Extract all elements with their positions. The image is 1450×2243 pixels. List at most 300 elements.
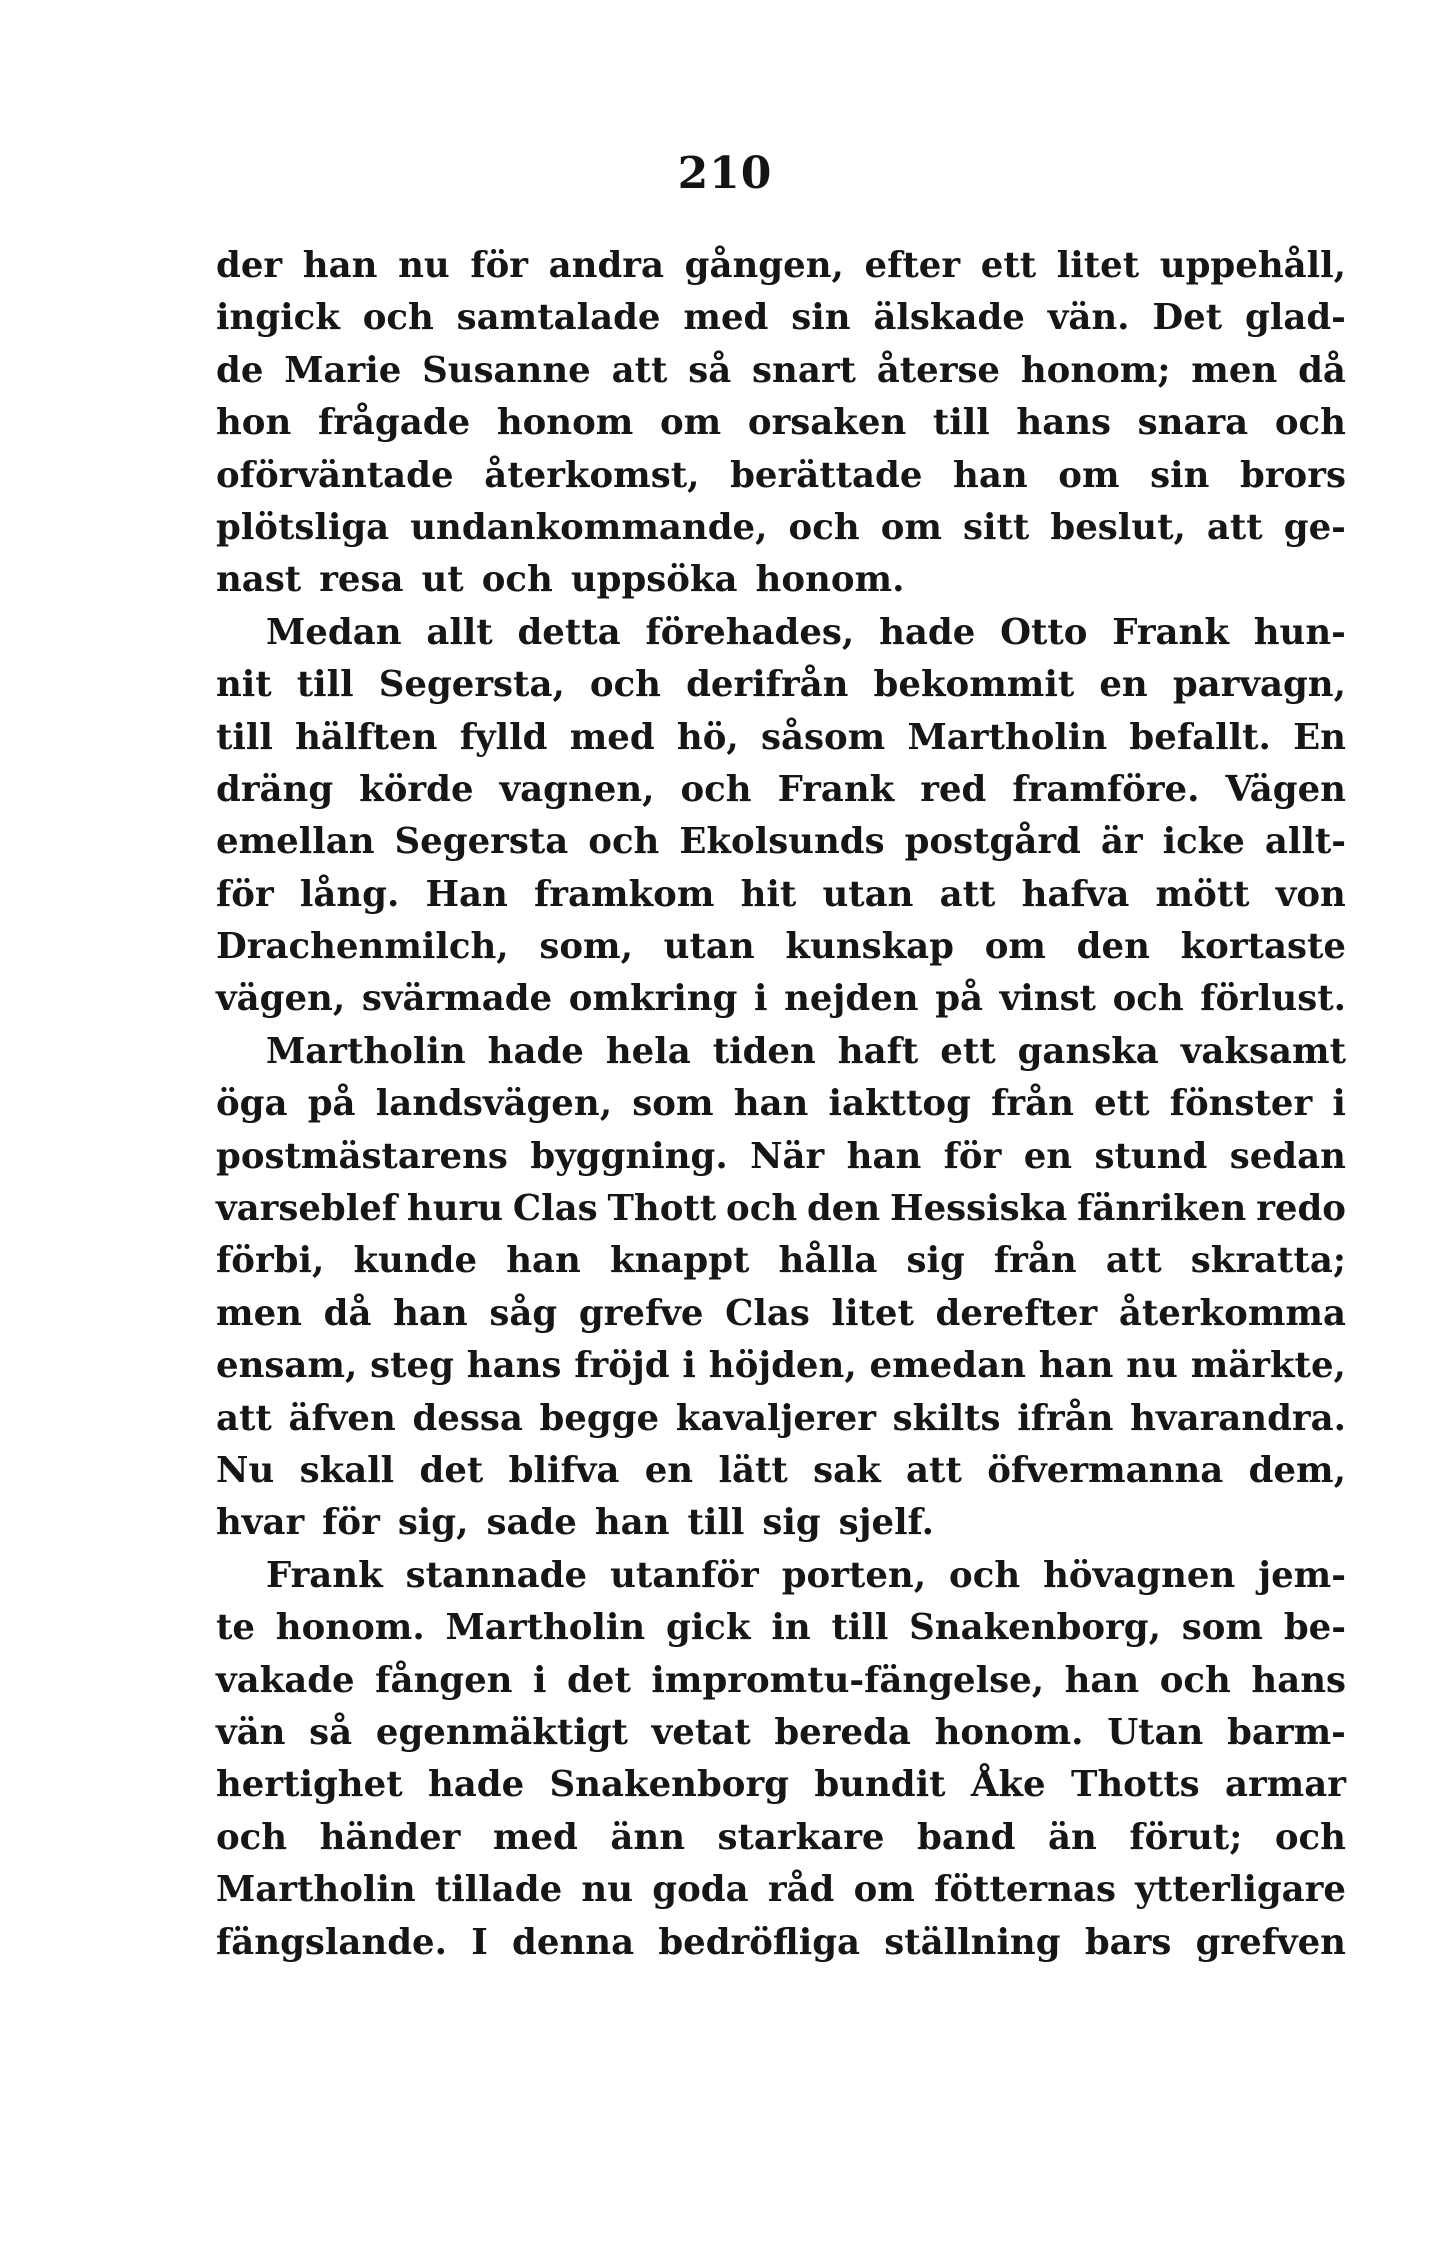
word: nu — [1126, 1345, 1178, 1387]
word: redo — [1256, 1188, 1346, 1230]
word: hade — [879, 611, 976, 653]
word: egenmäktigt — [375, 1711, 628, 1753]
word: honom; — [1020, 349, 1171, 391]
word: och — [1274, 1816, 1346, 1858]
word: denna — [512, 1921, 635, 1963]
word: be- — [1283, 1607, 1346, 1649]
word: hålla — [778, 1240, 878, 1282]
word: på — [935, 978, 984, 1020]
text-line — [216, 607, 1346, 659]
word: Thotts — [1070, 1764, 1200, 1806]
word: än — [1048, 1816, 1097, 1858]
word: märkte, — [1190, 1345, 1346, 1387]
word: och — [481, 559, 553, 601]
word: om — [880, 506, 942, 548]
word: och — [726, 1188, 798, 1230]
word: öfvermanna — [987, 1449, 1224, 1491]
word: förehades, — [645, 611, 855, 653]
word: sedan — [1229, 1135, 1346, 1177]
word: och — [680, 768, 752, 810]
word: postmästarens — [216, 1135, 508, 1177]
word: och — [949, 1554, 1021, 1596]
word: men — [1191, 349, 1278, 391]
word: körde — [359, 768, 474, 810]
word: ifrån — [1017, 1397, 1114, 1439]
word: andra — [548, 245, 664, 286]
word: bundit — [814, 1764, 946, 1806]
word: band — [917, 1816, 1016, 1858]
word: att — [216, 1397, 272, 1439]
word: varseblef — [216, 1188, 398, 1230]
word: När — [750, 1135, 825, 1177]
word: vakade — [216, 1659, 355, 1701]
word: Medan — [266, 611, 402, 653]
word: Marie — [284, 349, 402, 391]
word: hvar — [216, 1502, 305, 1544]
word: icke — [1162, 821, 1245, 863]
word: till — [296, 664, 354, 706]
word: nu — [398, 245, 450, 286]
text-line — [216, 1445, 1346, 1497]
word: stannade — [405, 1554, 588, 1596]
word: allt- — [1264, 821, 1346, 863]
text-line — [216, 1393, 1346, 1445]
word: undankommande, — [410, 506, 768, 548]
text-line — [216, 921, 1346, 973]
word: gången, — [684, 245, 844, 286]
word: framkom — [534, 873, 715, 915]
word: Clas — [725, 1292, 810, 1334]
text-line — [216, 1707, 1346, 1759]
word: förlust. — [1200, 978, 1346, 1020]
text-line — [216, 1497, 1346, 1549]
word: för — [470, 245, 528, 286]
text-line — [216, 869, 1346, 921]
word: iakttog — [828, 1083, 971, 1125]
text-line — [216, 1759, 1346, 1811]
word: honom. — [934, 1711, 1084, 1753]
word: sade — [486, 1502, 577, 1544]
word: Drachenmilch, — [216, 926, 509, 968]
word: dräng — [216, 768, 334, 810]
word: han — [733, 1083, 809, 1125]
word: vinst — [999, 978, 1096, 1020]
word: mött — [1155, 873, 1250, 915]
word: äfven — [288, 1397, 396, 1439]
word: hans — [1251, 1659, 1346, 1701]
word: frågade — [317, 402, 471, 444]
word: snart — [752, 349, 856, 391]
word: fängslande. — [216, 1921, 447, 1963]
text-line — [216, 659, 1346, 711]
word: att — [1206, 506, 1263, 548]
word: det — [419, 1449, 484, 1491]
word: och — [362, 297, 434, 339]
word: I — [471, 1921, 488, 1963]
word: i — [682, 1345, 696, 1387]
body-text — [216, 240, 1346, 1969]
word: om — [984, 926, 1046, 968]
text-line — [216, 1602, 1346, 1654]
word: han — [1038, 1345, 1114, 1387]
text-line — [216, 712, 1346, 764]
word: starkare — [717, 1816, 885, 1858]
text-line — [216, 240, 1346, 292]
word: landsvägen, — [375, 1083, 613, 1125]
word: kavaljerer — [675, 1397, 876, 1439]
word: ensam, — [216, 1345, 358, 1387]
word: men — [216, 1292, 302, 1334]
word: stund — [1094, 1135, 1208, 1177]
text-line — [216, 1288, 1346, 1340]
word: i — [754, 978, 768, 1020]
word: Martholin — [216, 1869, 416, 1911]
word: fröjd — [574, 1345, 670, 1387]
text-line — [216, 450, 1346, 502]
word: fylld — [459, 716, 548, 758]
word: det — [567, 1659, 631, 1701]
word: bedröfliga — [658, 1921, 861, 1963]
word: litet — [1056, 245, 1140, 286]
word: ett — [1094, 1083, 1150, 1125]
word: Frank — [777, 768, 895, 810]
word: vägen, — [216, 978, 346, 1020]
text-line — [216, 1235, 1346, 1287]
word: sin — [1150, 454, 1210, 496]
word: ytterligare — [1135, 1869, 1346, 1911]
word: som — [632, 1083, 714, 1125]
word: tillade — [434, 1869, 563, 1911]
word: Segersta — [394, 821, 569, 863]
word: kortaste — [1180, 926, 1346, 968]
word: den — [1076, 926, 1150, 968]
word: blifva — [508, 1449, 620, 1491]
word: då — [1298, 349, 1346, 391]
word: goda — [652, 1869, 749, 1911]
word: då — [323, 1292, 372, 1334]
word: brors — [1240, 454, 1346, 496]
word: plötsliga — [216, 506, 390, 548]
word: han — [953, 454, 1028, 496]
word: till — [932, 402, 990, 444]
word: utanför — [610, 1554, 759, 1596]
word: derefter — [935, 1292, 1098, 1334]
text-line — [216, 1183, 1346, 1235]
word: vagnen, — [499, 768, 655, 810]
word: vaksamt — [1180, 1030, 1346, 1072]
word: Utan — [1107, 1711, 1204, 1753]
word: lätt — [718, 1449, 788, 1491]
text-line — [216, 1812, 1346, 1864]
word: från — [993, 1240, 1077, 1282]
word: ett — [980, 245, 1037, 286]
page-number: 210 — [677, 148, 773, 199]
word: hit — [740, 873, 797, 915]
word: att — [1105, 1240, 1162, 1282]
word: Det — [1152, 297, 1223, 339]
word: Segersta, — [378, 664, 565, 706]
word: i — [1332, 1083, 1346, 1125]
text-line — [216, 502, 1346, 554]
word: som — [1181, 1607, 1263, 1649]
word: sak — [813, 1449, 881, 1491]
word: uppehåll, — [1159, 245, 1346, 286]
word: knappt — [609, 1240, 750, 1282]
word: grefven — [1195, 1921, 1346, 1963]
word: öga — [216, 1083, 288, 1125]
word: till — [831, 1607, 889, 1649]
word: allt — [426, 611, 493, 653]
word: svärmade — [361, 978, 553, 1020]
word: hon — [216, 402, 292, 444]
word: återkomma — [1118, 1292, 1346, 1334]
text-line — [216, 554, 1346, 606]
word: resa — [319, 559, 404, 601]
word: en — [644, 1449, 694, 1491]
word: hade — [487, 1030, 584, 1072]
word: bekommit — [873, 664, 1075, 706]
word: och — [1112, 978, 1184, 1020]
word: orsaken — [747, 402, 907, 444]
word: begge — [539, 1397, 660, 1439]
word: glad- — [1245, 297, 1346, 339]
word: och — [588, 821, 660, 863]
word: hans — [1016, 402, 1112, 444]
word: till — [216, 716, 273, 758]
word: hun- — [1253, 611, 1346, 653]
word: hertighet — [216, 1764, 403, 1806]
word: befallt. — [1129, 716, 1271, 758]
word: är — [1100, 821, 1143, 863]
word: Martholin — [907, 716, 1108, 758]
word: postgård — [904, 821, 1081, 863]
word: sig, — [397, 1502, 469, 1544]
word: med — [569, 716, 655, 758]
word: parvagn, — [1172, 664, 1346, 706]
word: oförväntade — [216, 454, 454, 496]
word: den — [806, 1188, 881, 1230]
word: honom. — [275, 1607, 425, 1649]
word: nit — [216, 664, 272, 706]
word: som, — [539, 926, 633, 968]
word: för — [943, 1135, 1002, 1177]
word: framföre. — [1012, 768, 1200, 810]
word: han — [302, 245, 378, 286]
word: efter — [864, 245, 961, 286]
word: snara — [1137, 402, 1249, 444]
word: hafva — [1021, 873, 1130, 915]
word: ett — [940, 1030, 996, 1072]
word: och — [1274, 402, 1346, 444]
word: förbi, — [216, 1240, 325, 1282]
word: tiden — [712, 1030, 816, 1072]
word: fången — [375, 1659, 513, 1701]
word: Nu — [216, 1449, 275, 1491]
word: nejden — [784, 978, 919, 1020]
word: bars — [1084, 1921, 1172, 1963]
word: ganska — [1017, 1030, 1159, 1072]
word: ställning — [884, 1921, 1061, 1963]
word: honom — [496, 402, 634, 444]
word: impromtu-fängelse, — [651, 1659, 1045, 1701]
word: uppsöka — [570, 559, 738, 601]
word: älskade — [873, 297, 1025, 339]
word: derifrån — [686, 664, 849, 706]
word: detta — [517, 611, 621, 653]
word: armar — [1224, 1764, 1346, 1806]
text-line — [216, 1078, 1346, 1130]
word: på — [307, 1083, 356, 1125]
word: sig — [906, 1240, 965, 1282]
word: han — [393, 1292, 468, 1334]
word: in — [771, 1607, 811, 1649]
word: och — [1159, 1659, 1231, 1701]
word: En — [1293, 716, 1346, 758]
word: fötternas — [934, 1869, 1116, 1911]
word: Snakenborg, — [909, 1607, 1161, 1649]
word: änn — [610, 1816, 686, 1858]
word: händer — [319, 1816, 461, 1858]
word: en — [1023, 1135, 1073, 1177]
text-line — [216, 764, 1346, 816]
word: Clas — [512, 1188, 598, 1230]
word: om — [1058, 454, 1120, 496]
word: Hessiska — [890, 1188, 1068, 1230]
word: vetat — [651, 1711, 751, 1753]
word: återkomst, — [484, 454, 700, 496]
word: de — [216, 349, 264, 391]
word: i — [533, 1659, 547, 1701]
word: han — [506, 1240, 581, 1282]
word: dem, — [1248, 1449, 1346, 1491]
word: sjelf. — [838, 1502, 934, 1544]
word: att — [906, 1449, 962, 1491]
word: nast — [216, 559, 302, 601]
word: ut — [421, 559, 464, 601]
word: omkring — [568, 978, 738, 1020]
word: Martholin — [445, 1607, 646, 1649]
word: byggning. — [530, 1135, 728, 1177]
word: och — [788, 506, 860, 548]
word: vän — [216, 1711, 286, 1753]
word: von — [1275, 873, 1346, 915]
word: skilts — [892, 1397, 1001, 1439]
word: ge- — [1283, 506, 1346, 548]
word: ingick — [216, 297, 340, 339]
word: att — [611, 349, 668, 391]
word: höjden, — [708, 1345, 857, 1387]
text-line — [216, 1550, 1346, 1602]
word: lång. — [299, 873, 400, 915]
word: gick — [666, 1607, 751, 1649]
word: med — [683, 297, 769, 339]
word: te — [216, 1607, 255, 1649]
word: Ekolsunds — [679, 821, 885, 863]
word: beslut, — [1050, 506, 1186, 548]
word: utan — [822, 873, 914, 915]
text-line — [216, 1131, 1346, 1183]
word: Thott — [607, 1188, 717, 1230]
word: porten, — [781, 1554, 927, 1596]
word: så — [309, 1711, 353, 1753]
word: Susanne — [422, 349, 591, 391]
word: samtalade — [456, 297, 661, 339]
word: emellan — [216, 821, 375, 863]
word: der — [216, 245, 283, 286]
word: och — [589, 664, 661, 706]
text-line — [216, 292, 1346, 344]
word: utan — [663, 926, 755, 968]
word: återse — [876, 349, 1001, 391]
word: berättade — [730, 454, 923, 496]
word: bereda — [774, 1711, 911, 1753]
word: såg — [489, 1292, 558, 1334]
text-line — [216, 1026, 1346, 1078]
word: fänriken — [1077, 1188, 1247, 1230]
text-line — [216, 1340, 1346, 1392]
text-line — [216, 1864, 1346, 1916]
word: sig — [762, 1502, 821, 1544]
word: haft — [837, 1030, 919, 1072]
word: skratta; — [1190, 1240, 1346, 1282]
word: Martholin — [266, 1030, 466, 1072]
word: Otto — [1000, 611, 1088, 653]
word: till — [687, 1502, 745, 1544]
word: han — [846, 1135, 922, 1177]
word: och — [216, 1816, 288, 1858]
word: vän. — [1047, 297, 1130, 339]
word: Åke — [970, 1764, 1046, 1806]
word: grefve — [578, 1292, 704, 1334]
word: Vägen — [1225, 768, 1346, 810]
word: sitt — [963, 506, 1030, 548]
word: om — [853, 1869, 915, 1911]
text-line — [216, 1655, 1346, 1707]
word: huru — [406, 1188, 504, 1230]
word: han — [594, 1502, 670, 1544]
word: skall — [299, 1449, 395, 1491]
word: med — [492, 1816, 578, 1858]
word: för — [322, 1502, 380, 1544]
word: red — [920, 768, 987, 810]
text-line — [216, 345, 1346, 397]
word: Frank — [266, 1554, 383, 1596]
word: råd — [767, 1869, 835, 1911]
word: jem- — [1258, 1554, 1346, 1596]
word: hela — [605, 1030, 691, 1072]
text-line — [216, 397, 1346, 449]
word: om — [660, 402, 722, 444]
word: hövagnen — [1043, 1554, 1236, 1596]
word: emedan — [869, 1345, 1026, 1387]
word: Han — [425, 873, 508, 915]
word: kunde — [353, 1240, 478, 1282]
word: hälften — [295, 716, 438, 758]
word: hade — [427, 1764, 525, 1806]
word: Frank — [1112, 611, 1229, 653]
word: Snakenborg — [549, 1764, 790, 1806]
word: såsom — [761, 716, 886, 758]
word: fönster — [1169, 1083, 1313, 1125]
word: honom. — [755, 559, 905, 601]
word: kunskap — [785, 926, 954, 968]
word: litet — [831, 1292, 914, 1334]
word: sin — [791, 297, 851, 339]
text-line — [216, 1917, 1346, 1969]
word: en — [1099, 664, 1148, 706]
word: att — [939, 873, 996, 915]
word: för — [216, 873, 274, 915]
